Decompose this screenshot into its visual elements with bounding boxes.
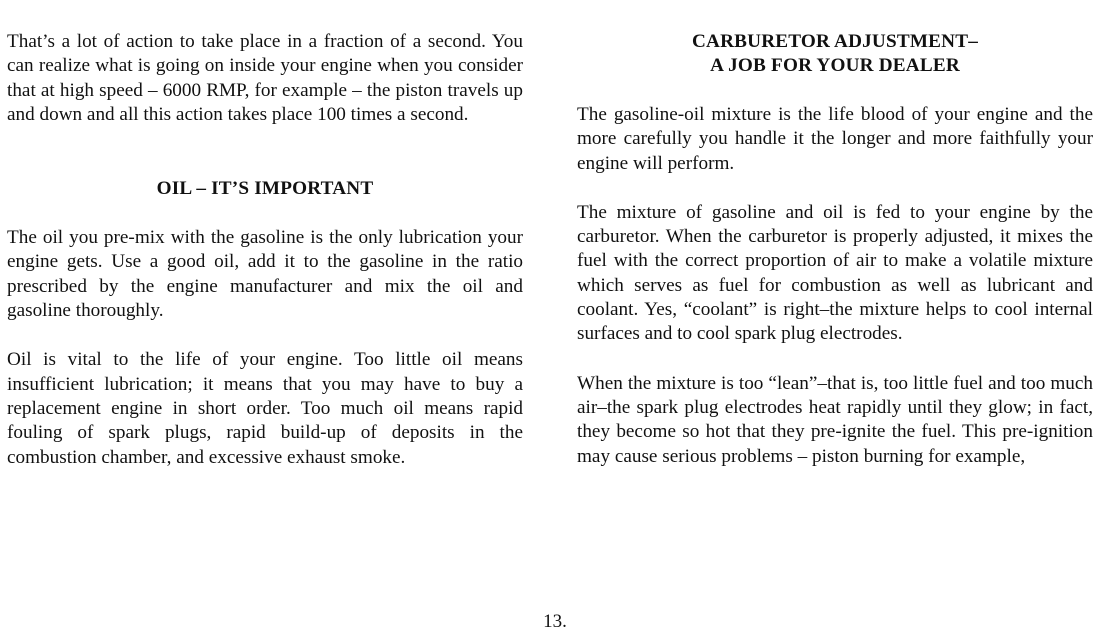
carburetor-heading-line-1: CARBURETOR ADJUSTMENT–: [691, 31, 979, 52]
intro-paragraph: That’s a lot of action to take place in a fraction of a second. You can realize what is going on inside your engine when you consider that at high speed – 6000 RMP, for example – the piston travels up and down and all this action takes place 100 times a second.: [7, 31, 523, 125]
oil-premix-paragraph: The oil you pre-mix with the gasoline is the only lubrication your engine gets. Use a good oil, add it to the gasoline in the ratio prescribed by the engine manufacturer and mix the oil and gasoline thoroughly.: [7, 227, 523, 322]
lean-mixture-paragraph: When the mixture is too “lean”–that is, too little fuel and too much air–the spark plug electrodes heat rapidly until they glow; in fact, they become so hot that they pre-ignite the fuel. This pre-ignition may cause serious problems – piston burning for example,: [577, 372, 1093, 467]
carburetor-heading-line-2: A JOB FOR YOUR DEALER: [710, 55, 960, 76]
carburetor-section-heading: [577, 30, 1093, 78]
oil-section-heading: OIL – IT’S IMPORTANT: [156, 178, 374, 200]
left-column: [7, 30, 523, 470]
page-number: 13.: [543, 611, 567, 632]
oil-vital-paragraph: Oil is vital to the life of your engine. Too little oil means insufficient lubrication; it means that you may have to buy a replacement engine in short order. Too much oil means rapid fouling of spark plugs, rapid build-up of deposits in the combustion chamber, and excessive exhaust smoke.: [7, 349, 523, 468]
mixture-lifeblood-paragraph: The gasoline-oil mixture is the life blood of your engine and the more carefully you handle it the longer and more faithfully your engine will perform.: [577, 104, 1093, 174]
right-column: [577, 30, 1093, 469]
carburetor-mixing-paragraph: The mixture of gasoline and oil is fed to your engine by the carburetor. When the carburetor is properly adjusted, it mixes the fuel with the correct proportion of air to make a volatile mixture which serves as fuel for combustion as well as lubricant and coolant. Yes, “coolant” is right–the mixture helps to cool internal surfaces and to cool spark plug electrodes.: [577, 201, 1093, 345]
